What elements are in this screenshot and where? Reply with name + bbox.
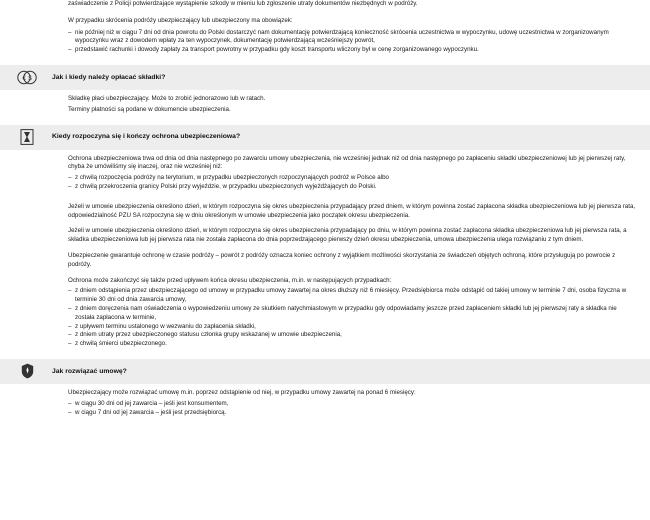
paragraph: Ochrona może zakończyć się także przed upływem końca okresu ubezpieczenia, m.in. w następujących przypadkach: (68, 276, 392, 284)
section-body (0, 90, 650, 115)
list-item: – z chwilą śmierci ubezpieczonego. (68, 340, 636, 349)
section-header-bar (0, 359, 650, 384)
list-item: – z chwilą przekroczenia granicy Polski przy wyjeździe, w przypadku ubezpieczonych wyjeżdżających do Polski. (68, 183, 636, 192)
bullet-list (68, 287, 636, 349)
shield-icon (14, 359, 40, 384)
section-ochrona (0, 125, 650, 349)
list-item: – z chwilą rozpoczęcia podróży na terytorium, w przypadku ubezpieczonych rozpoczynających podróż w Polsce albo (68, 174, 636, 183)
continued-paragraph: zaświadczenie z Policji potwierdzające wystąpienie szkody w mieniu lub zgłoszenie utraty dokumentów niezbędnych w podróży. (68, 0, 418, 7)
intro-bullet-list (68, 29, 636, 55)
paragraph: Składkę płaci ubezpieczający. Może to zrobić jednorazowo lub w ratach. (68, 94, 266, 102)
section-body (0, 150, 650, 349)
section-title: Jak rozwiązać umowę? (52, 367, 127, 375)
list-item: – z dniem utraty przez ubezpieczonego statusu członka grupy wskazanej w umowie ubezpieczenia, (68, 331, 636, 340)
section-body (0, 384, 650, 417)
hourglass-icon (14, 125, 40, 150)
paragraph: Jeżeli w umowie ubezpieczenia określono dzień, w którym rozpoczyna się okres ubezpieczenia przypadający po dniu, w którym powinna zostać zapłacona składka ubezpieczeniowa lub jej pierwsza rata, a składka ubezpieczeniowa lub jej pierwsza rata nie została zapłacona do dnia poprzedzającego pierwszy dzień okresu ubezpieczenia, umowa ubezpieczenia ulega rozwiązaniu z tym dniem. (68, 227, 627, 244)
bullet-list (68, 400, 636, 418)
list-item: – przedstawić rachunki i dowody zapłaty za transport powrotny w przypadku gdy koszt transportu wliczony był w cenę zorganizowanego wypoczynku. (68, 46, 636, 55)
paragraph: Ochrona ubezpieczeniowa trwa od dnia od dnia następnego po zawarciu umowy ubezpieczenia, nie wcześniej jednak niż od dnia następnego po zapłaceniu składki ubezpieczeniowej lub jej pierwszej raty, chyba że umówiliśmy się inaczej, oraz nie wcześniej niż: (68, 154, 626, 171)
section-title: Jak i kiedy należy opłacać składki? (52, 73, 166, 81)
coins-icon (14, 65, 40, 90)
bullet-list (68, 174, 636, 192)
section-header-bar (0, 125, 650, 150)
paragraph: Terminy płatności są podane w dokumencie ubezpieczenia. (68, 105, 231, 113)
paragraph: Ubezpieczający może rozwiązać umowę m.in. poprzez odstąpienie od niej, w przypadku umowy zawartej na ponad 6 miesięcy: (68, 388, 416, 396)
section-title: Kiedy rozpoczyna się i kończy ochrona ubezpieczeniowa? (52, 133, 241, 141)
list-item: – z upływem terminu ustalonego w wezwaniu do zapłacenia składki, (68, 323, 636, 332)
section-skladki (0, 65, 650, 115)
paragraph: Jeżeli w umowie ubezpieczenia określono dzień, w którym rozpoczyna się okres ubezpieczenia przypadający przed dniem, w którym powinna zostać zapłacona składka ubezpieczeniowa lub jej pierwsza rata, odpowiedzialność PZU SA rozpoczyna się w dniu określonym w umowie ubezpieczenia jako początek okresu ubezpieczenia. (68, 202, 636, 219)
list-item: – z dniem doręczenia nam oświadczenia o wypowiedzeniu umowy ze skutkiem natychmiastowym w przypadku gdy odpowiadamy jeszcze przed zapłaceniem składki lub jej pierwszej raty a składka nie została zapłacona w terminie, (68, 305, 636, 323)
list-item: – z dniem odstąpienia przez ubezpieczającego od umowy w przypadku umowy zawartej na okres dłuższy niż 6 miesięcy. Przedsiębiorca może odstąpić od takiej umowy w terminie 7 dni, osoba fizyczna w terminie 30 dni od dnia zawarcia umowy, (68, 287, 636, 305)
paragraph: Ubezpieczenie gwarantuje ochronę w czasie podróży – powrót z podróży oznacza koniec ochrony z wyjątkiem możliwości skorzystania ze świadczeń objętych ochroną, które przysługują po powrocie z podróży. (68, 251, 616, 268)
intro-block (0, 0, 650, 55)
section-rozwiazanie-umowy (0, 359, 650, 417)
list-item: – w ciągu 30 dni od jej zawarcia – jeśli jest konsumentem, (68, 400, 636, 409)
svg-text:€: € (22, 75, 26, 82)
list-item: – w ciągu 7 dni od jej zawarcia – jeśli jest przedsiębiorcą. (68, 409, 636, 418)
list-item: – nie później niż w ciągu 7 dni od dnia powrotu do Polski dostarczyć nam dokumentację potwierdzającą konieczność skrócenia uczestnictwa w wypoczynku, udowę uczestnictwa w zorganizowanym wypoczynku wraz z dowodem wpłaty za ten wypoczynek, dokumentację potwierdzającą wcześniejszy powrót, (68, 29, 636, 47)
intro-lead: W przypadku skrócenia podróży ubezpieczający lub ubezpieczony ma obowiązek: (68, 16, 293, 24)
svg-text:$: $ (28, 75, 32, 82)
section-header-bar (0, 65, 650, 90)
